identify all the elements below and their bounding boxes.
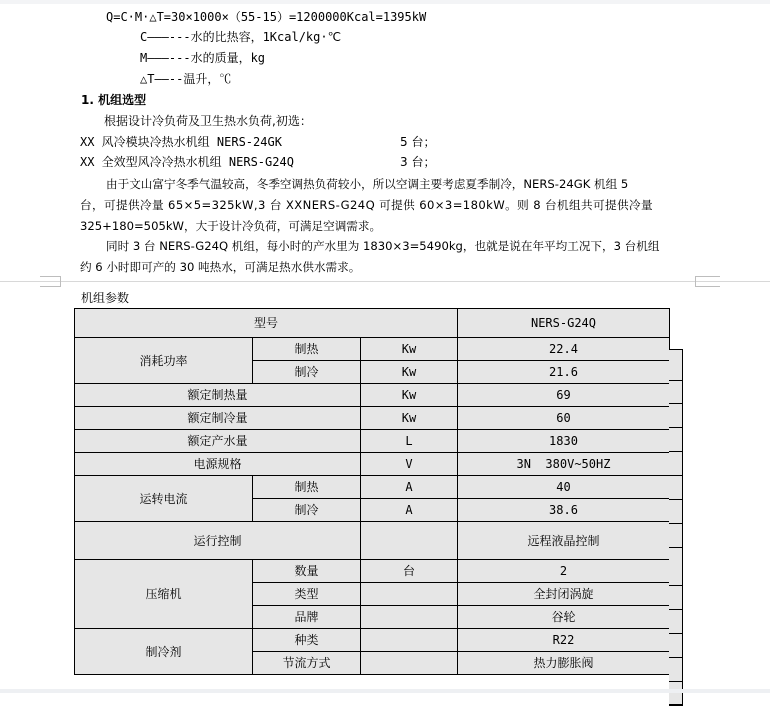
power-cool-unit: Kw — [361, 361, 458, 384]
unit-parameters-table — [74, 308, 670, 675]
table-row — [75, 407, 670, 430]
rated-heat-value: 69 — [458, 384, 670, 407]
comp-brand-sub: 品牌 — [253, 606, 361, 629]
comp-type-sub: 类型 — [253, 583, 361, 606]
comp-qty-unit: 台 — [361, 560, 458, 583]
ref-throttle-sub: 节流方式 — [253, 652, 361, 675]
power-heat-sub: 制热 — [253, 338, 361, 361]
table-row — [75, 522, 670, 560]
unit-name: XX 风冷模块冷热水机组 NERS-24GK — [80, 135, 282, 149]
paragraph-2-line-1: 同时 3 台 NERS-G24Q 机组，每小时的产水里为 1830×3=5490kg，也就是说在年平均工况下，3 台机组 — [106, 239, 660, 253]
formula-def-dt: △T——--温升，℃ — [140, 72, 232, 86]
current-heat-sub: 制热 — [253, 476, 361, 499]
unit-list-item — [80, 134, 282, 150]
comp-brand-unit — [361, 606, 458, 629]
rated-water-value: 1830 — [458, 430, 670, 453]
table-caption: 机组参数 — [81, 291, 130, 305]
control-value: 远程液晶控制 — [458, 522, 670, 560]
paragraph-2-line-2: 约 6 小时即可产的 30 吨热水，可满足热水供水需求。 — [80, 260, 361, 274]
compressor-label: 压缩机 — [75, 560, 253, 629]
table-row — [75, 430, 670, 453]
page-corner-mark-right — [695, 276, 720, 287]
paragraph-1-line-3: 325+180=505kW，大于设计冷负荷，可满足空调需求。 — [80, 219, 382, 233]
control-unit — [361, 522, 458, 560]
rated-cool-label: 额定制冷量 — [75, 407, 361, 430]
power-cool-value: 21.6 — [458, 361, 670, 384]
comp-type-value: 全封闭涡旋 — [458, 583, 670, 606]
power-supply-value: 3N 380V~50HZ — [458, 453, 670, 476]
current-cool-sub: 制冷 — [253, 499, 361, 522]
ref-throttle-unit — [361, 652, 458, 675]
comp-qty-sub: 数量 — [253, 560, 361, 583]
table-row — [75, 309, 670, 338]
comp-qty-value: 2 — [458, 560, 670, 583]
power-cool-sub: 制冷 — [253, 361, 361, 384]
table-row — [75, 453, 670, 476]
formula-def-c: C———---水的比热容，1Kcal/kg·℃ — [140, 30, 342, 44]
table-row — [75, 560, 670, 583]
unit-name: XX 全效型风冷冷热水机组 NERS-G24Q — [80, 155, 294, 169]
power-supply-unit: V — [361, 453, 458, 476]
comp-brand-value: 谷轮 — [458, 606, 670, 629]
rated-water-unit: L — [361, 430, 458, 453]
table-row — [75, 629, 670, 652]
ref-type-unit — [361, 629, 458, 652]
unit-list-item — [80, 154, 294, 170]
formula-def-m: M———---水的质量，kg — [140, 51, 266, 65]
table-row — [75, 476, 670, 499]
table-overflow-column — [669, 349, 683, 706]
paragraph-1-line-1: 由于文山富宁冬季气温较高，冬季空调热负荷较小，所以空调主要考虑夏季制冷，NERS-24GK 机组 5 — [106, 177, 629, 191]
current-heat-value: 40 — [458, 476, 670, 499]
current-heat-unit: A — [361, 476, 458, 499]
ref-type-value: R22 — [458, 629, 670, 652]
unit-qty: 5 台； — [400, 135, 436, 149]
header-label: 型号 — [75, 309, 458, 338]
control-label: 运行控制 — [75, 522, 361, 560]
power-supply-label: 电源规格 — [75, 453, 361, 476]
power-label: 消耗功率 — [75, 338, 253, 384]
current-cool-value: 38.6 — [458, 499, 670, 522]
rated-heat-unit: Kw — [361, 384, 458, 407]
window-top-edge — [0, 0, 770, 4]
comp-type-unit — [361, 583, 458, 606]
rated-cool-value: 60 — [458, 407, 670, 430]
window-bottom-edge — [0, 689, 770, 693]
paragraph-1-line-2: 台，可提供冷量 65×5=325kW,3 台 XXNERS-G24Q 可提供 60×3=180kW。则 8 台机组共可提供冷量 — [80, 198, 653, 212]
rated-cool-unit: Kw — [361, 407, 458, 430]
rated-water-label: 额定产水量 — [75, 430, 361, 453]
table-row — [75, 384, 670, 407]
ref-type-sub: 种类 — [253, 629, 361, 652]
formula-main: Q=C·M·△T=30×1000×（55-15）=1200000Kcal=1395kW — [106, 10, 427, 24]
table-row — [75, 338, 670, 361]
rated-heat-label: 额定制热量 — [75, 384, 361, 407]
page-corner-mark-left — [40, 276, 61, 287]
refrigerant-label: 制冷剂 — [75, 629, 253, 675]
section-intro: 根据设计冷负荷及卫生热水负荷,初选： — [104, 114, 312, 128]
header-model: NERS-G24Q — [458, 309, 670, 338]
section-heading: 1. 机组选型 — [81, 93, 147, 107]
ref-throttle-value: 热力膨胀阀 — [458, 652, 670, 675]
page-break-divider — [0, 281, 770, 282]
current-cool-unit: A — [361, 499, 458, 522]
unit-qty: 3 台； — [400, 155, 436, 169]
power-heat-unit: Kw — [361, 338, 458, 361]
power-heat-value: 22.4 — [458, 338, 670, 361]
current-label: 运转电流 — [75, 476, 253, 522]
